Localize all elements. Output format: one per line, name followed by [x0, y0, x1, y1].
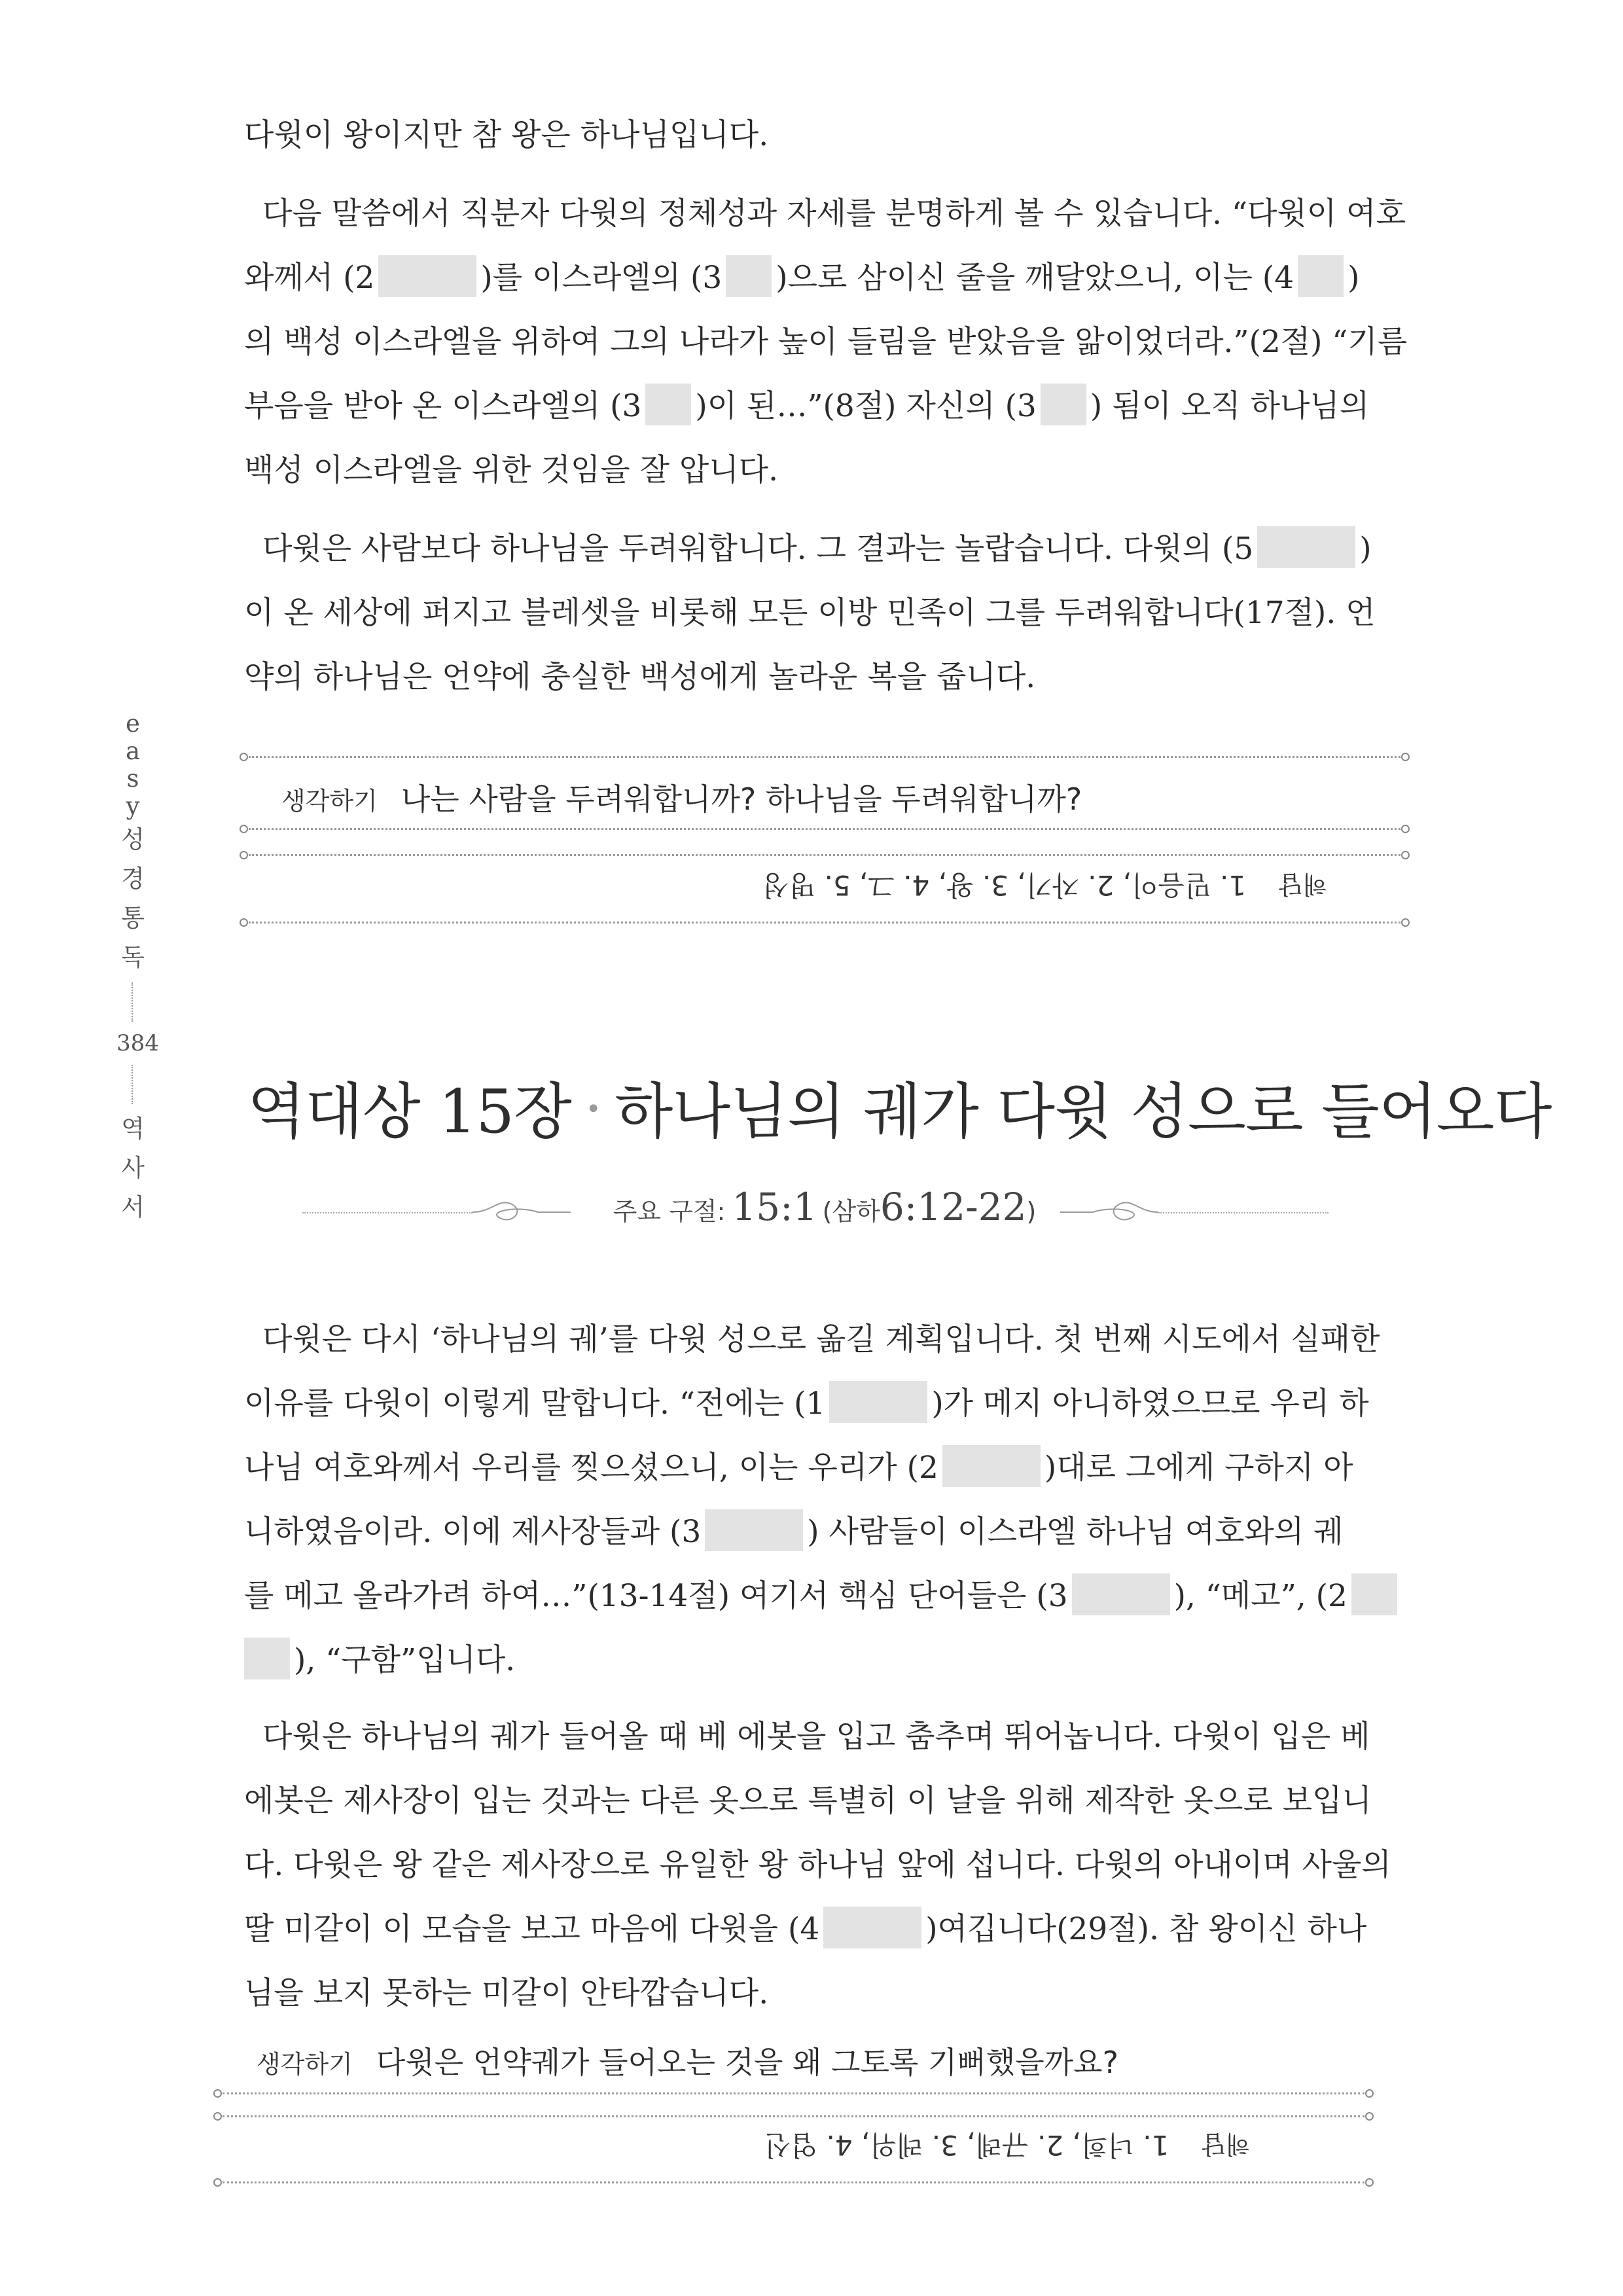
- answer-blank: [726, 255, 772, 297]
- key-verse-ref: 15:1: [732, 1185, 817, 1229]
- think-label: 생각하기: [281, 787, 378, 816]
- box-border: [223, 2181, 1364, 2183]
- answer-blank: [1351, 1573, 1397, 1615]
- key-verse-label: 주요 구절:: [613, 1197, 726, 1226]
- text-line: 의 백성 이스라엘을 위하여 그의 나라가 높이 들림을 받았음을 앎이었더라.”(2절) “기름: [244, 324, 1408, 360]
- text-line: 백성 이스라엘을 위한 것임을 잘 압니다.: [244, 452, 779, 488]
- think-prompt: [257, 2039, 1118, 2082]
- book-title-char: 성: [121, 825, 145, 853]
- paragraph: [244, 517, 1404, 709]
- answer-blank: [1041, 384, 1086, 425]
- series-letter: a: [125, 737, 141, 765]
- chapter-separator: •: [585, 1094, 601, 1124]
- text-line: 다윗은 다시 ‘하나님의 궤’를 다윗 성으로 옮길 계획입니다. 첫 번째 시도에서 실패한: [262, 1321, 1380, 1357]
- box-border: [249, 922, 1400, 924]
- sidebar-divider: [132, 1065, 134, 1104]
- text-line: 이 온 세상에 퍼지고 블레셋을 비롯해 모든 이방 민족이 그를 두려워합니다(17절). 언: [244, 595, 1376, 631]
- page-number: 384: [116, 1030, 159, 1056]
- text-line: 부음을 받아 온 이스라엘의 (3 )이 된…”(8절) 자신의 (3 ) 됨이 오직 하나님의: [244, 374, 1404, 439]
- chapter-heading: [247, 1064, 1552, 1150]
- think-text: 다윗은 언약궤가 들어오는 것을 왜 그토록 기뻐했을까요?: [376, 2045, 1119, 2080]
- answer-blank: [378, 255, 476, 297]
- book-title-char: 통: [121, 904, 145, 932]
- answer-blank: [1257, 526, 1355, 568]
- think-text: 나는 사람을 두려워합니까? 하나님을 두려워합니까?: [401, 781, 1082, 817]
- answer-blank: [645, 384, 691, 425]
- answer-blank: [1072, 1573, 1170, 1615]
- answer-blank: [823, 1907, 921, 1948]
- answer-key: [764, 2127, 1250, 2166]
- parallel-ref: 6:12-22: [880, 1185, 1027, 1229]
- chapter-title: 하나님의 궤가 다윗 성으로 들어오다: [615, 1077, 1552, 1147]
- answer-label: 해답: [1279, 870, 1327, 899]
- section-char: 사: [121, 1154, 145, 1182]
- answer-key: [762, 867, 1327, 906]
- answer-text: 1. 너희, 2. 규례, 3. 레위, 4. 업신: [764, 2129, 1169, 2161]
- answer-blank: [1298, 255, 1344, 297]
- answer-text: 1. 믿음이, 2. 자기, 3. 왕, 4. 그, 5. 명성: [762, 869, 1247, 901]
- key-verse: [294, 1185, 1355, 1229]
- box-border: [223, 2092, 1364, 2094]
- book-title-char: 경: [121, 865, 145, 893]
- answer-blank: [244, 1638, 290, 1679]
- text-line: ), “구함”입니다.: [244, 1628, 1404, 1693]
- box-border: [223, 2115, 1364, 2117]
- ornament-line: [1158, 1212, 1329, 1213]
- box-border: [249, 828, 1400, 830]
- answer-blank: [942, 1445, 1041, 1487]
- sidebar-divider: [132, 982, 134, 1022]
- section-char: 서: [121, 1193, 145, 1221]
- series-letter: s: [126, 764, 139, 793]
- chapter-book: 역대상 15장: [247, 1077, 571, 1147]
- text-line: 다윗이 왕이지만 참 왕은 하나님입니다.: [244, 117, 769, 153]
- ornament-right: [1060, 1193, 1158, 1232]
- book-title-char: 독: [121, 943, 145, 971]
- paragraph: [244, 1308, 1404, 1693]
- text-line: 다윗은 사람보다 하나님을 두려워합니다. 그 결과는 놀랍습니다. 다윗의 (5 ): [244, 517, 1404, 581]
- text-line: 에봇은 제사장이 입는 것과는 다른 옷으로 특별히 이 날을 위해 제작한 옷으로 보입니: [244, 1783, 1372, 1819]
- text-line: 를 메고 올라가려 하여…”(13-14절) 여기서 핵심 단어들은 (3 ), “메고”, (2: [244, 1564, 1404, 1628]
- answer-label: 해답: [1202, 2130, 1250, 2159]
- series-letter: e: [126, 709, 140, 738]
- text-line: 이유를 다윗이 이렇게 말합니다. “전에는 (1 )가 메지 아니하였으므로 우리 하: [244, 1372, 1404, 1436]
- section-char: 역: [121, 1115, 145, 1143]
- paragraph: [244, 1705, 1404, 2026]
- text-line: 약의 하나님은 언약에 충실한 백성에게 놀라운 복을 줍니다.: [244, 659, 1036, 695]
- answer-blank: [705, 1509, 803, 1551]
- answer-blank: [829, 1381, 927, 1423]
- paragraph: [244, 182, 1408, 503]
- box-border: [249, 854, 1400, 856]
- text-line: 다. 다윗은 왕 같은 제사장으로 유일한 왕 하나님 앞에 섭니다. 다윗의 아내이며 사울의: [244, 1847, 1391, 1883]
- parallel-prefix: (삼하: [822, 1197, 880, 1226]
- text-line: 님을 보지 못하는 미갈이 안타깝습니다.: [244, 1975, 769, 2011]
- think-label: 생각하기: [257, 2050, 353, 2079]
- think-prompt: [281, 776, 1082, 819]
- text-line: 니하였음이라. 이에 제사장들과 (3 ) 사람들이 이스라엘 하나님 여호와의 궤: [244, 1500, 1404, 1564]
- parallel-suffix: ): [1026, 1197, 1037, 1226]
- paragraph: [244, 103, 1404, 168]
- box-border: [249, 756, 1400, 758]
- sidebar: [116, 709, 159, 1227]
- text-line: 다음 말씀에서 직분자 다윗의 정체성과 자세를 분명하게 볼 수 있습니다. “다윗이 여호: [262, 196, 1406, 232]
- text-line: 나님 여호와께서 우리를 찢으셨으니, 이는 우리가 (2 )대로 그에게 구하지 아: [244, 1436, 1404, 1500]
- text-line: 딸 미갈이 이 모습을 보고 마음에 다윗을 (4 )여깁니다(29절). 참 왕이신 하나: [244, 1897, 1404, 1962]
- series-letter: y: [126, 792, 140, 820]
- text-line: 다윗은 하나님의 궤가 들어올 때 베 에봇을 입고 춤추며 뛰어놉니다. 다윗이 입은 베: [262, 1719, 1370, 1755]
- text-line: 와께서 (2 )를 이스라엘의 (3 )으로 삼이신 줄을 깨달았으니, 이는 (4 ): [244, 246, 1404, 310]
